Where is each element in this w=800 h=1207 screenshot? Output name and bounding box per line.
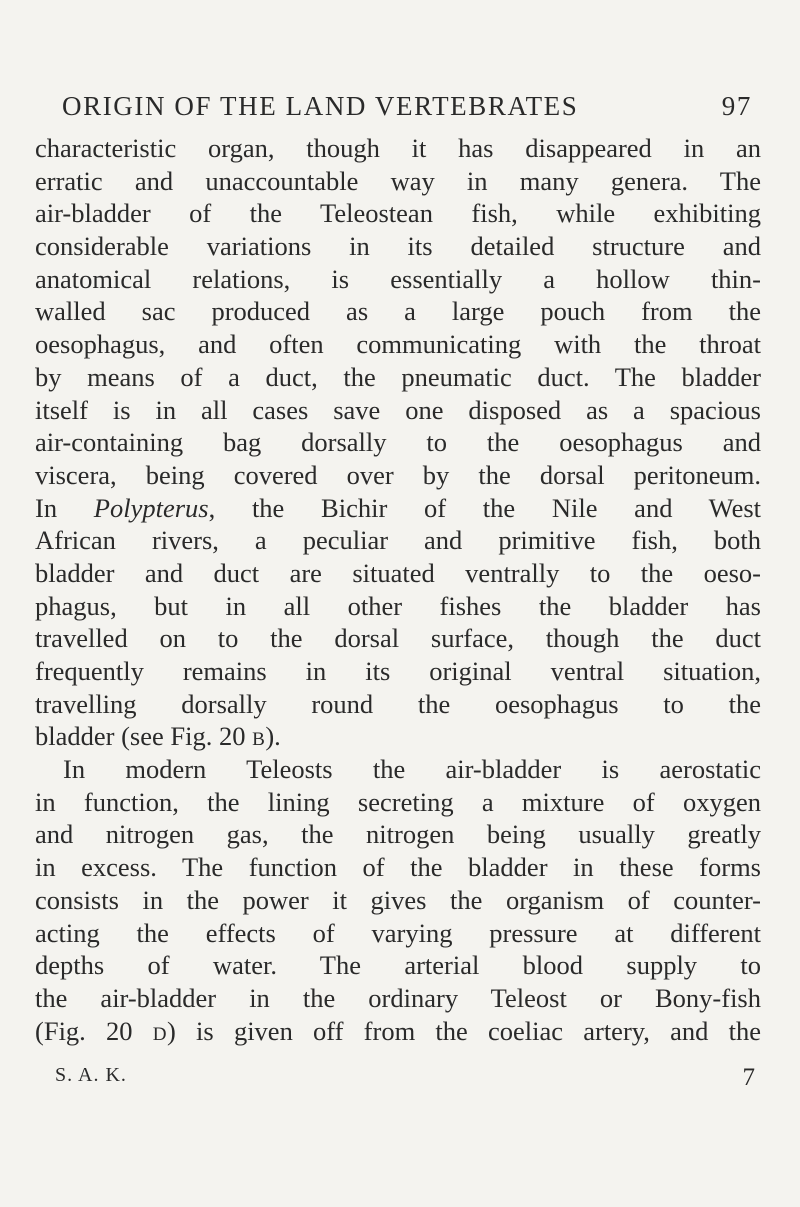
text-line-polypterus — [35, 492, 761, 525]
text-line: African rivers, a peculiar and primitive fish, both — [35, 525, 761, 556]
text-line: the air-bladder in the ordinary Teleost or Bony-fish — [35, 982, 761, 1013]
page-footer — [55, 1057, 755, 1093]
text-line: air-containing bag dorsally to the oesophagus and — [35, 427, 761, 458]
text-line: in function, the lining secreting a mixture of oxygen — [35, 786, 761, 817]
text-line: phagus, but in all other fishes the bladder has — [35, 590, 761, 621]
taxon-name-italic: Polypterus — [93, 492, 209, 523]
text-line: characteristic organ, though it has disappeared in an — [35, 133, 761, 163]
running-head — [62, 88, 752, 124]
text-segment: ) is given off from the coeliac artery, and the — [167, 1015, 761, 1046]
text-line: considerable variations in its detailed structure and — [35, 231, 761, 262]
text-line: travelled on to the dorsal surface, though the duct — [35, 623, 761, 654]
text-segment: In — [35, 492, 94, 523]
text-line: depths of water. The arterial blood supply to — [35, 950, 761, 981]
figure-letter: B — [252, 729, 266, 751]
text-line: acting the effects of varying pressure at different — [35, 917, 761, 948]
body-text — [35, 132, 761, 1047]
figure-letter: D — [152, 1023, 168, 1045]
text-segment: ). — [265, 721, 281, 752]
text-line: and nitrogen gas, the nitrogen being usually greatly — [35, 819, 761, 850]
text-line: bladder and duct are situated ventrally to the oeso- — [35, 557, 761, 588]
text-line: erratic and unaccountable way in many genera. The — [35, 165, 761, 196]
text-segment: bladder (see Fig. 20 — [35, 721, 253, 752]
text-line: itself is in all cases save one disposed as a spacious — [35, 394, 761, 425]
text-line: anatomical relations, is essentially a hollow thin- — [35, 263, 761, 294]
text-segment: (Fig. 20 — [35, 1015, 153, 1046]
text-line: consists in the power it gives the organism of counter- — [35, 884, 761, 915]
text-line: travelling dorsally round the oesophagus to the — [35, 688, 761, 719]
paragraph-start-line: In modern Teleosts the air-bladder is aerostatic — [63, 754, 761, 785]
text-line-figure-ref — [35, 720, 761, 753]
running-head-title: ORIGIN OF THE LAND VERTEBRATES — [62, 91, 579, 121]
text-line: in excess. The function of the bladder in these forms — [35, 852, 761, 883]
text-segment: , the Bichir of the Nile and West — [208, 492, 761, 523]
sheet-number: 7 — [742, 1064, 755, 1091]
text-line-figure-ref — [35, 1015, 761, 1048]
text-line: oesophagus, and often communicating with the throat — [35, 329, 761, 360]
signature-mark: S. A. K. — [55, 1064, 127, 1086]
page-number: 97 — [721, 91, 752, 121]
text-line: air-bladder of the Teleostean fish, while exhibiting — [35, 198, 761, 229]
text-line: by means of a duct, the pneumatic duct. The bladder — [35, 361, 761, 392]
text-line: viscera, being covered over by the dorsal peritoneum. — [35, 459, 761, 490]
text-line: frequently remains in its original ventral situation, — [35, 656, 761, 686]
text-line: walled sac produced as a large pouch from the — [35, 296, 761, 327]
